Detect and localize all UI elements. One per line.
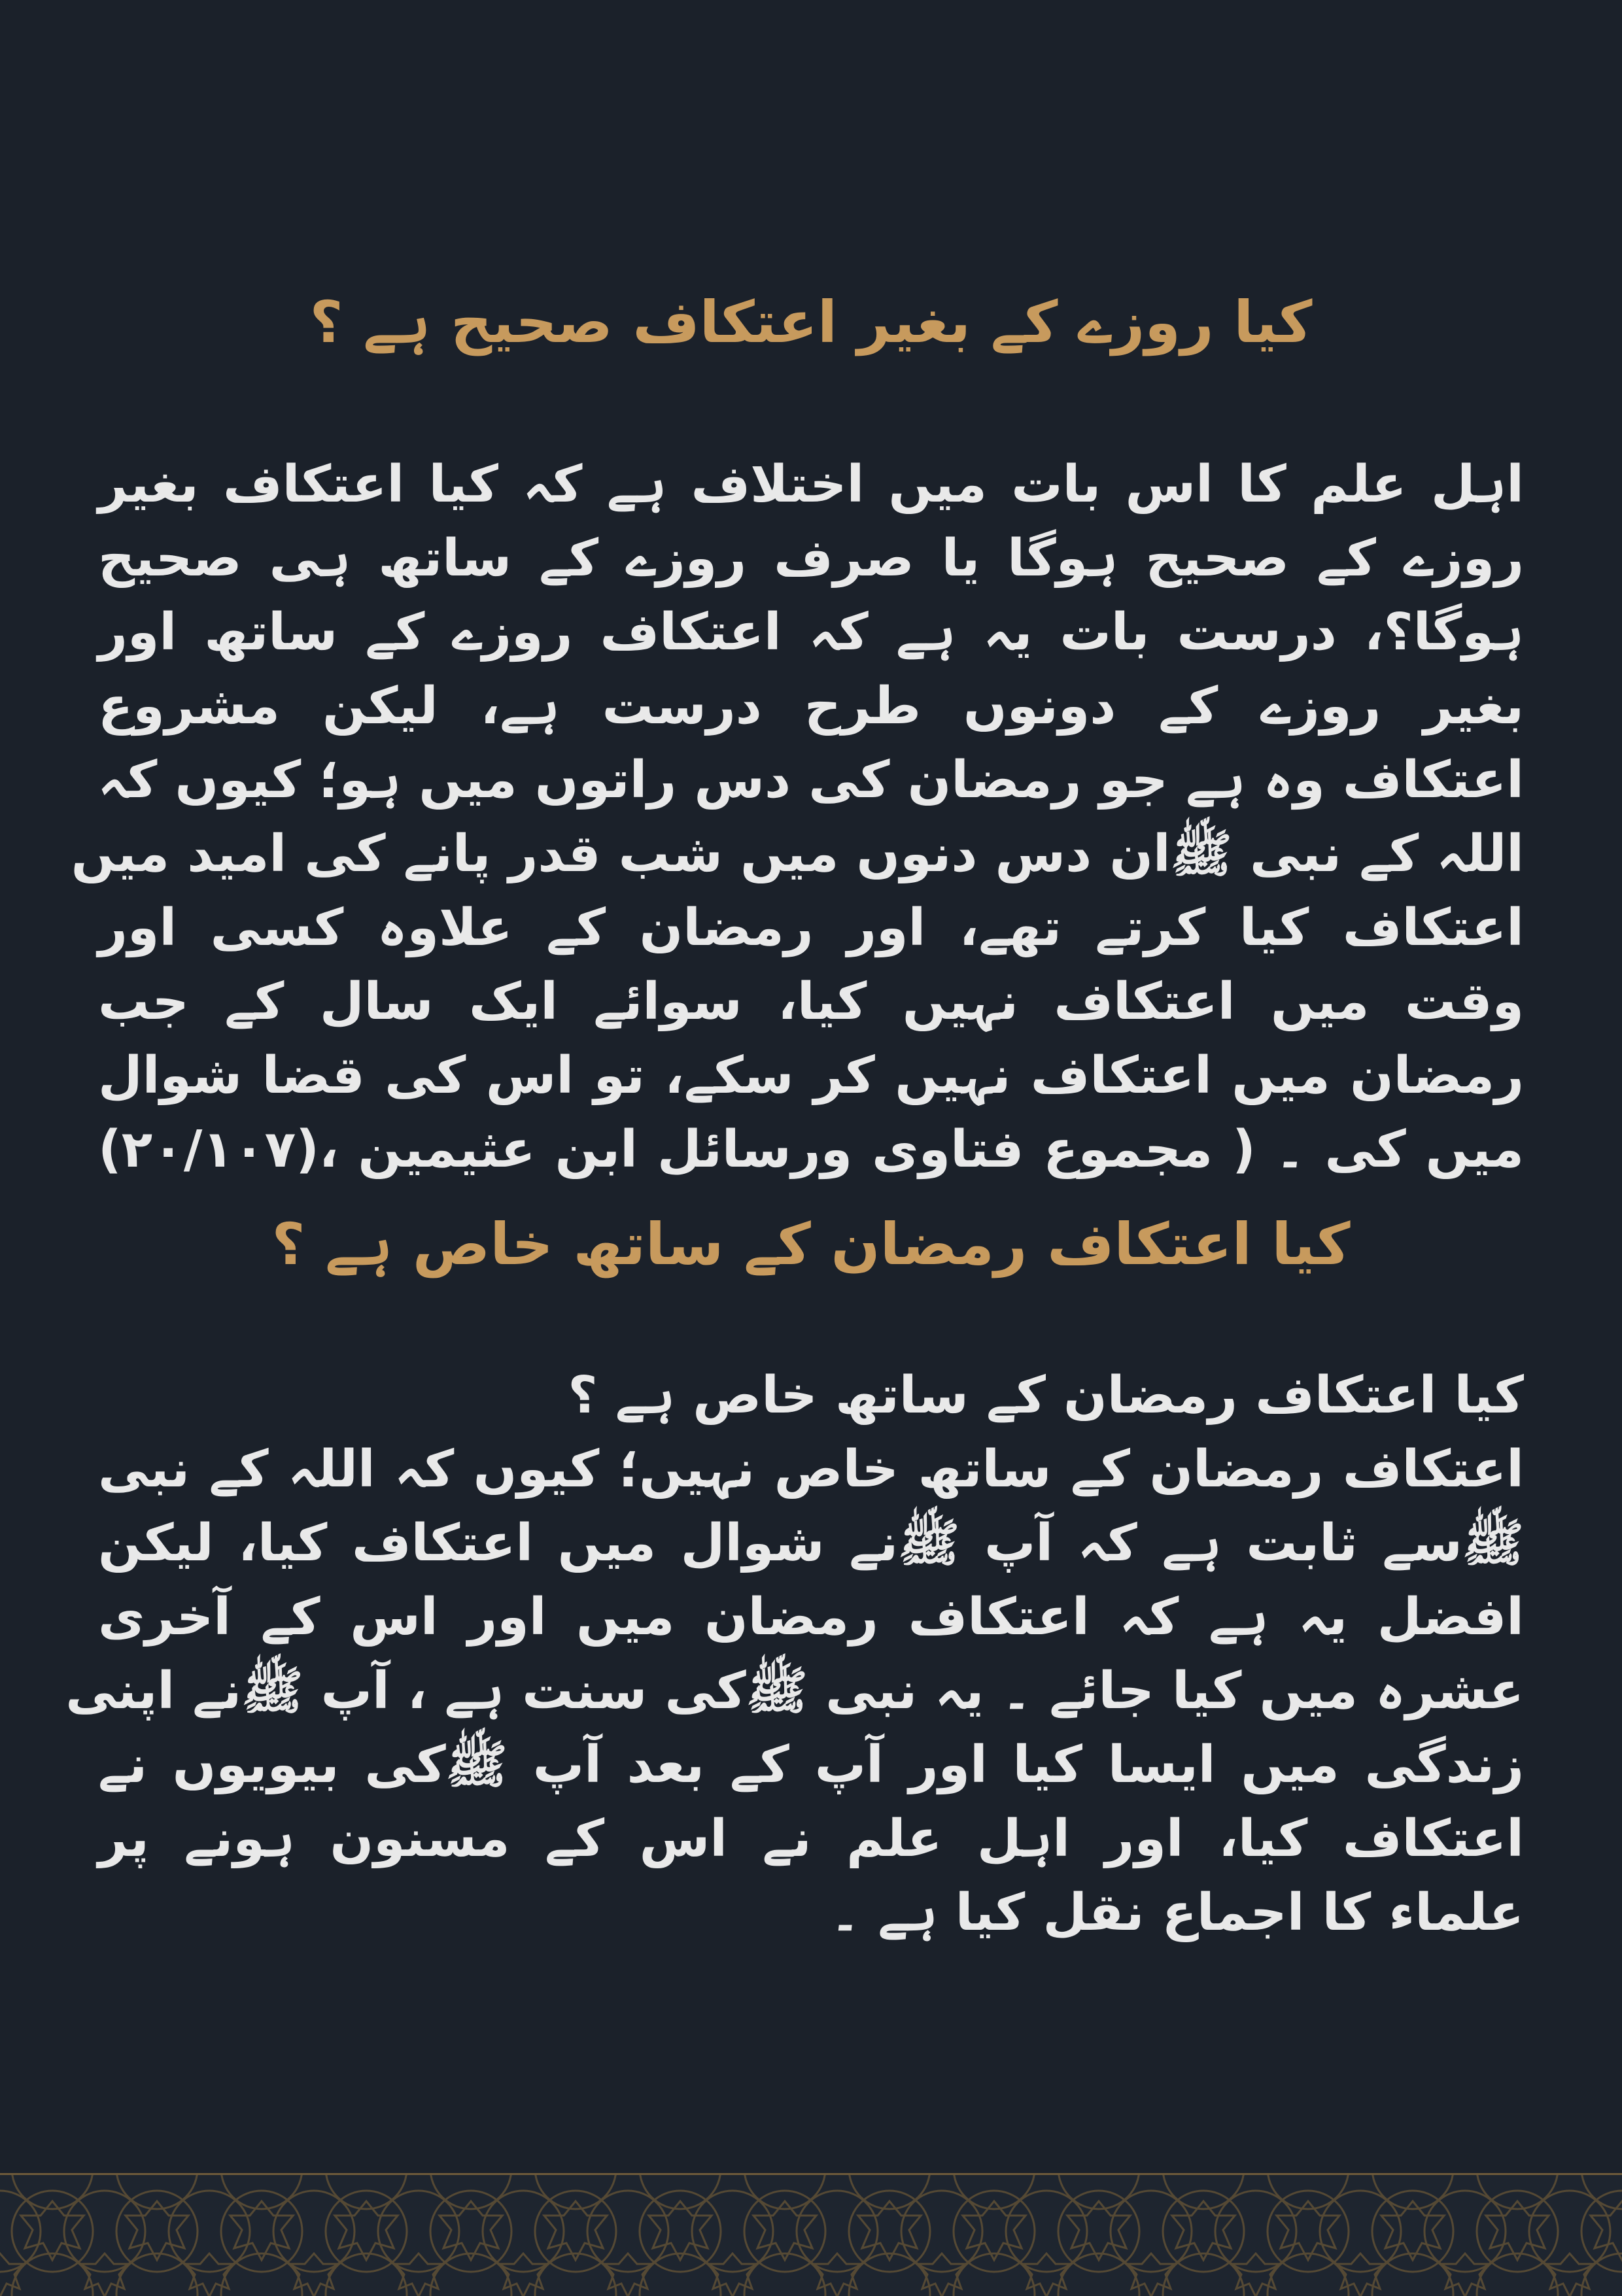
text-line: ﷺسے ثابت ہے کہ آپ ﷺنے شوال میں اعتکاف کیا، لیکن xyxy=(98,1514,1524,1573)
text-line: علماء کا اجماع نقل کیا ہے ۔ xyxy=(830,1883,1524,1942)
text-line: اللہ کے نبی ﷺان دس دنوں میں شب قدر پانے کی امید میں xyxy=(71,825,1524,883)
text-line: اعتکاف رمضان کے ساتھ خاص نہیں؛ کیوں کہ اللہ کے نبی xyxy=(98,1440,1524,1499)
text-line: عشرہ میں کیا جائے ۔ یہ نبی ﷺکی سنت ہے ، آپ ﷺنے اپنی xyxy=(65,1662,1524,1721)
text-line: رمضان میں اعتکاف نہیں کر سکے، تو اس کی قضا شوال xyxy=(98,1046,1524,1105)
text-line: اعتکاف وہ ہے جو رمضان کی دس راتوں میں ہو؛ کیوں کہ xyxy=(97,751,1524,810)
section-body-fasting-condition xyxy=(71,448,1524,1187)
section-heading-ramadan-specific: کیا اعتکاف رمضان کے ساتھ خاص ہے ؟ xyxy=(271,1210,1351,1278)
reference-line: میں کی ۔ ( مجموع فتاوی ورسائل ابن عثیمین ،(۲۰/۱۰۷) xyxy=(98,1120,1524,1179)
text-line: روزے کے صحیح ہوگا یا صرف روزے کے ساتھ ہی صحیح xyxy=(98,529,1524,588)
decorative-pattern-band xyxy=(0,2173,1622,2296)
text-line: افضل یہ ہے کہ اعتکاف رمضان میں اور اس کے آخری xyxy=(98,1588,1524,1647)
text-line: زندگی میں ایسا کیا اور آپ کے بعد آپ ﷺکی بیویوں نے xyxy=(98,1736,1524,1794)
geometric-pattern-icon xyxy=(0,2175,1622,2296)
text-line: بغیر روزے کے دونوں طرح درست ہے، لیکن مشروع xyxy=(98,677,1524,736)
question-line: کیا اعتکاف رمضان کے ساتھ خاص ہے ؟ xyxy=(568,1366,1524,1425)
text-line: اعتکاف کیا کرتے تھے، اور رمضان کے علاوہ کسی اور xyxy=(98,899,1524,957)
text-line: وقت میں اعتکاف نہیں کیا، سوائے ایک سال کے جب xyxy=(98,972,1524,1031)
section-heading-fasting-condition: کیا روزے کے بغیر اعتکاف صحیح ہے ؟ xyxy=(309,288,1313,356)
text-line: ہوگا؟، درست بات یہ ہے کہ اعتکاف روزے کے ساتھ اور xyxy=(98,603,1524,662)
section-body-ramadan-specific xyxy=(65,1359,1524,1950)
text-line: اہل علم کا اس بات میں اختلاف ہے کہ کیا اعتکاف بغیر xyxy=(98,455,1524,514)
text-line: اعتکاف کیا، اور اہل علم نے اس کے مسنون ہونے پر xyxy=(98,1809,1524,1868)
